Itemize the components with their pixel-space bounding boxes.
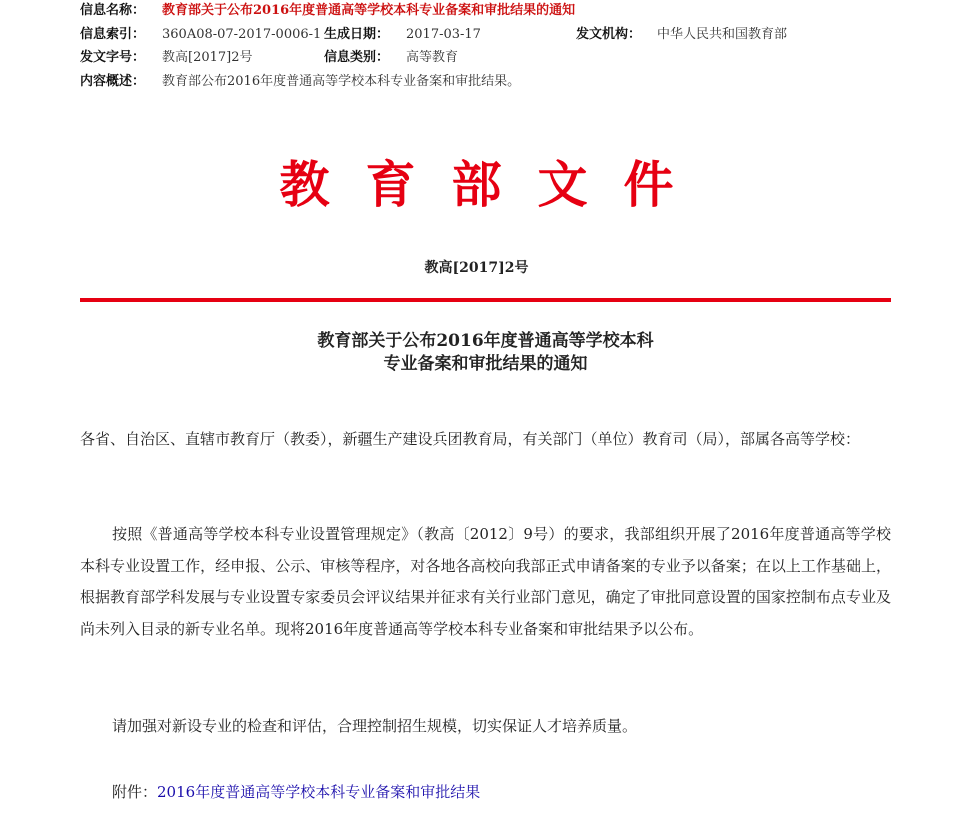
attachment-link[interactable]: 2016年度普通高等学校本科专业备案和审批结果 bbox=[157, 783, 481, 801]
metadata-panel bbox=[80, 0, 880, 94]
meta-title-value: 教育部关于公布2016年度普通高等学校本科专业备案和审批结果的通知 bbox=[162, 3, 576, 18]
meta-docno-label: 发文字号： bbox=[80, 50, 146, 65]
meta-summary-label: 内容概述： bbox=[80, 73, 146, 89]
meta-category-label: 信息类别： bbox=[324, 50, 390, 65]
meta-row-summary bbox=[80, 71, 880, 95]
document-header: 教育部文件 bbox=[279, 155, 710, 214]
meta-summary-value: 教育部公布2016年度普通高等学校本科专业备案和审批结果。 bbox=[162, 73, 521, 89]
meta-date-label: 生成日期： bbox=[324, 26, 390, 42]
meta-issuer-label: 发文机构： bbox=[576, 26, 642, 42]
meta-row-index bbox=[80, 24, 880, 48]
meta-index-label: 信息索引： bbox=[80, 26, 146, 42]
meta-index-value: 360A08-07-2017-0006-1 bbox=[162, 26, 322, 42]
notice-title-line1: 教育部关于公布2016年度普通高等学校本科 bbox=[317, 331, 654, 351]
salutation: 各省、自治区、直辖市教育厅（教委），新疆生产建设兵团教育局，有关部门（单位）教育司（局），部属各高等学校： bbox=[80, 430, 861, 448]
meta-date-value: 2017-03-17 bbox=[406, 26, 481, 42]
notice-title-line2: 专业备案和审批结果的通知 bbox=[383, 354, 588, 374]
red-divider bbox=[80, 298, 891, 302]
meta-category-value: 高等教育 bbox=[406, 50, 459, 65]
body-paragraph-2: 请加强对新设专业的检查和评估，合理控制招生规模，切实保证人才培养质量。 bbox=[112, 717, 638, 735]
notice-title bbox=[80, 330, 891, 376]
attachment-label: 附件： bbox=[112, 783, 158, 801]
meta-issuer-value: 中华人民共和国教育部 bbox=[657, 26, 788, 42]
meta-title-label: 信息名称： bbox=[80, 3, 146, 18]
document-number: 教高[2017]2号 bbox=[424, 260, 529, 276]
meta-row-title bbox=[80, 0, 880, 24]
body-paragraph-1: 按照《普通高等学校本科专业设置管理规定》（教高〔2012〕9号）的要求，我部组织开展了2016年度普通高等学校本科专业设置工作，经申报、公示、审核等程序，对各地各高校向我部正式申请备案的专业予以备案；在以上工作基础上，根据教育部学科发展与专业设置专家委员会评议结果并征求有关行业部门意见，确定了审批同意设置的国家控制布点专业及尚未列入目录的新专业名单。现将2016年度普通高等学校本科专业备案和审批结果予以公布。 bbox=[80, 525, 891, 638]
attachment-line bbox=[80, 777, 891, 809]
meta-docno-value: 教高[2017]2号 bbox=[162, 50, 253, 65]
meta-row-docno bbox=[80, 47, 880, 71]
